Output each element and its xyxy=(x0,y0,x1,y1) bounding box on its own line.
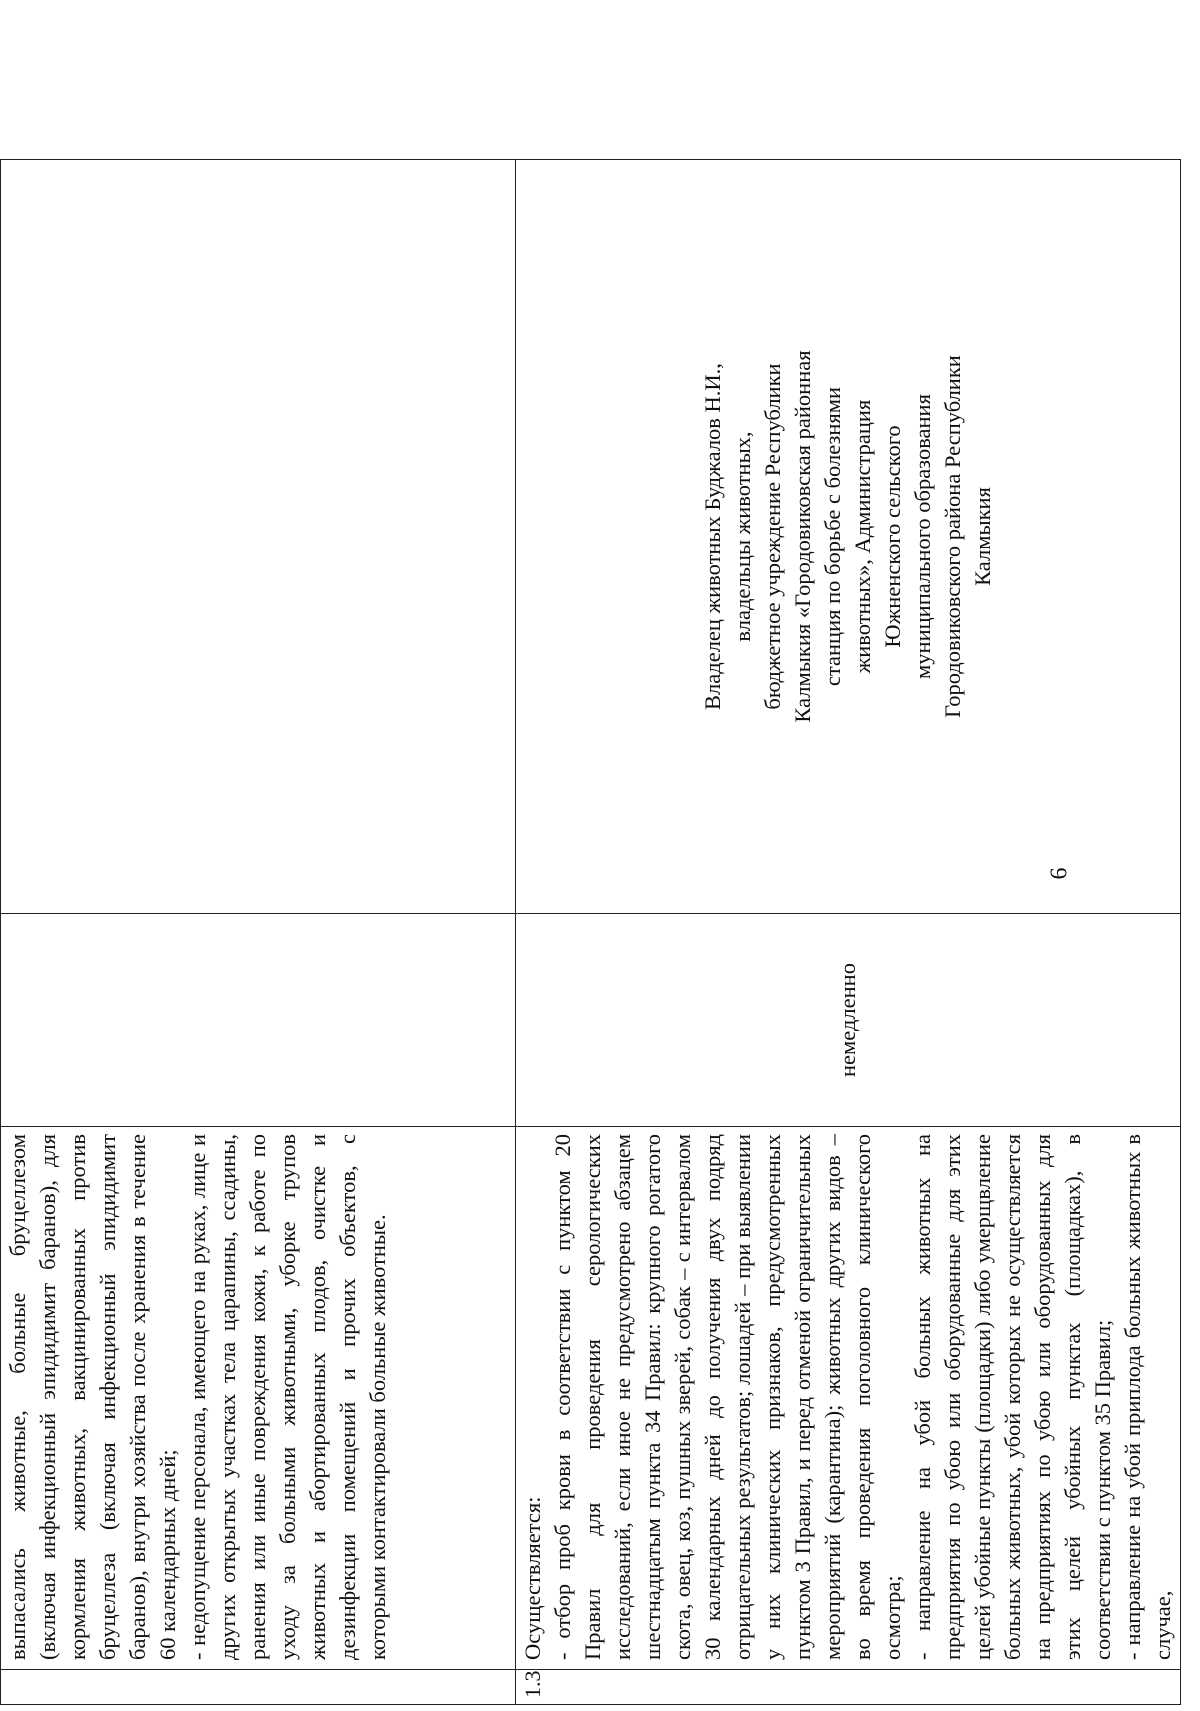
responsible-line: животных», Администрация xyxy=(850,399,875,674)
paragraph: - направление на убой приплода больных животных в случае, xyxy=(1120,1134,1175,1660)
responsible-cell xyxy=(1,160,516,914)
paragraph: Осуществляется: xyxy=(520,1496,545,1660)
responsible-line: станция по борьбе с болезнями xyxy=(820,386,845,687)
paragraph: выпасались животные, больные бруцеллезом (включая инфекционный эпидидимит баранов), для кормления животных, вакцинированных против бруцеллеза (включая инфекционный эпидидимит баранов), внутри хозяйства после хранения в течение 60 календарных дней; xyxy=(5,1134,180,1660)
measure-text xyxy=(516,1127,1181,1670)
measures-table xyxy=(0,159,1181,1705)
responsible-line: Калмыкия «Городовиковская районная xyxy=(790,350,815,723)
responsible-line: владельцы животных, xyxy=(730,431,755,642)
paragraph: - направление на убой больных животных на предприятия по убою или оборудованные для этих целей убойные пункты (площадки) либо умерщвление больных животных, убой которых не осуществляется на предприятиях по убою или оборудованных для этих целей убойных пунктах (площадках), в соответствии с пунктом 35 Правил; xyxy=(910,1134,1115,1660)
paragraph: - отбор проб крови в соответствии с пунктом 20 Правил для проведения серологических исследований, если иное не предусмотрено абзацем шестнадцатым пункта 34 Правил: крупного рогатого скота, овец, коз, пушных зверей, собак – с интервалом 30 календарных дней до получения двух подряд отрицательных результатов; лошадей – при выявлении у них клинических признаков, предусмотренных пунктом 3 Правил, и перед отменой ограничительных мероприятий (карантина); животных других видов – во время проведения поголовного клинического осмотра; xyxy=(550,1134,905,1660)
rotated-page xyxy=(0,160,1175,1705)
paragraph: - недопущение персонала, имеющего на руках, лице и других открытых участках тела царапины, ссадины, ранения или иные повреждения кожи, к работе по уходу за больными животными, уборке трупов животных и абортированных плодов, очистке и дезинфекции помещений и прочих объектов, с которыми контактировали больные животные. xyxy=(185,1134,390,1660)
responsible-line: Владелец животных Буджалов Н.И., xyxy=(700,363,725,710)
row-number xyxy=(1,1670,516,1705)
row-number: 1.3 xyxy=(516,1670,1181,1705)
measure-text xyxy=(1,1127,516,1670)
responsible-line: бюджетное учреждение Республики xyxy=(760,363,785,710)
responsible-cell xyxy=(516,160,1181,914)
responsible-line: Калмыкия xyxy=(970,487,995,586)
page-number: 6 xyxy=(1046,867,1073,880)
term-cell: немедленно xyxy=(516,914,1181,1127)
responsible-line: Городовиковского района Республики xyxy=(940,355,965,718)
table-row xyxy=(516,160,1181,1705)
responsible-line: муниципального образования xyxy=(910,394,935,679)
responsible-line: Южненского сельского xyxy=(880,425,905,648)
table-row xyxy=(1,160,516,1705)
term-cell xyxy=(1,914,516,1127)
